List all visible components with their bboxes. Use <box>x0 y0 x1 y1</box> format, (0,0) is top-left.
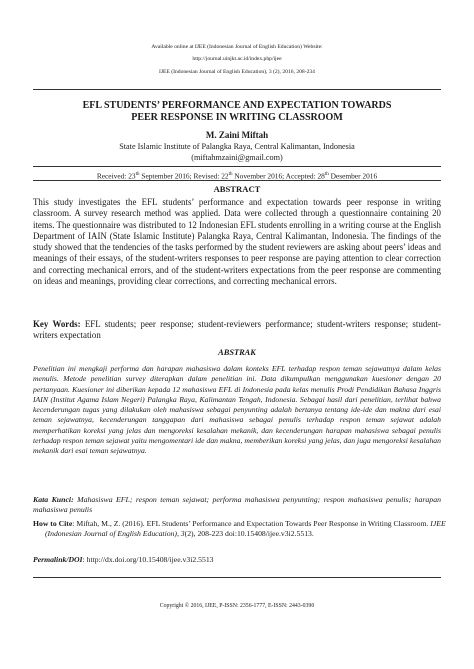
journal-availability-line: Available online at IJEE (Indonesian Journal of English Education) Website: <box>151 44 323 50</box>
permalink-doi <box>33 555 441 565</box>
article-title <box>30 100 444 124</box>
submission-dates: Received: 23th September 2016; Revised: 22th November 2016; Accepted: 28th Desember 2016 <box>96 171 378 181</box>
author-name: M. Zaini Miftah <box>205 130 269 140</box>
kata-kunci-text: Mahasiswa EFL; respon teman sejawat; performa mahasiswa penyunting; respon mahasiswa penulis; harapan mahasiswa penulis <box>33 495 441 515</box>
article-title-line-2: PEER RESPONSE IN WRITING CLASSROOM <box>131 112 343 123</box>
author-email[interactable]: (miftahmzaini@gmail.com) <box>191 153 283 162</box>
citation-divider <box>33 577 441 578</box>
journal-citation-line: IJEE (Indonesian Journal of English Education), 3 (2), 2016, 208-234 <box>159 69 315 75</box>
abstract-keywords <box>33 319 441 342</box>
abstrak-keywords <box>33 495 441 516</box>
keywords-label: Key Words: <box>33 319 81 329</box>
dates-top-divider <box>33 166 441 167</box>
abstract-heading: ABSTRACT <box>213 184 261 194</box>
abstract-body: This study investigates the EFL students’ performance and expectation towards peer response in writing classroom. A survey research method was applied. Data were collected through a questionnaire containing 20 items. The questionnaire was distributed to 12 Indonesian EFL students enrolling in a writing course at the English Department of IAIN (State Islamic Institute) Palangka Raya, Central Kalimantan, Indonesia. The findings of the study showed that the tendencies of the tasks performed by the student reviewers are asking about peers’ ideas and meanings of their essays, of the student-writers responses to peer response are paying attention to clear correction and correcting mechanical errors, and of the student-writers expectations from the peer response are commenting on ideas and meanings, providing clear corrections, and correcting mechanical errors. <box>33 197 441 287</box>
keywords-text: EFL students; peer response; student-reviewers performance; student-writers response; student-writers expectation <box>33 319 441 341</box>
header-divider <box>33 89 441 90</box>
article-title-line-1: EFL STUDENTS’ PERFORMANCE AND EXPECTATION TOWARDS <box>82 100 392 111</box>
journal-url[interactable]: http://journal.uinjkt.ac.id/index.php/ijee <box>192 56 282 62</box>
dates-bottom-divider <box>33 180 441 181</box>
permalink-label: Permalink/DOI <box>33 555 83 564</box>
copyright-footer: Copyright © 2016, IJEE, P-ISSN: 2356-1777, E-ISSN: 2443-0390 <box>159 603 315 609</box>
how-to-cite: How to Cite: Miftah, M., Z. (2016). EFL Students’ Performance and Expectation Towards Peer Response in Writing Classroom. IJEE (Indonesian Journal of English Education), 3(2), 208-223 doi:10.15408/ijee.v3i2.5513. <box>33 519 446 538</box>
permalink-link[interactable]: : http://dx.doi.org/10.15408/ijee.v3i2.5513 <box>82 555 214 564</box>
abstrak-body: Penelitian ini mengkaji performa dan harapan mahasiswa dalam konteks EFL terhadap respon teman sejawatnya dalam kelas menulis. Metode penelitian survey diterapkan dalam penelitian ini. Data dikumpulkan menggunakan kuesioner dengan 20 pertanyaan. Kuesioner ini diberikan kepada 12 mahasiswa EFL di Indonesia pada kelas menulis Prodi Pendidikan Bahasa Inggris IAIN (Institut Agama Islam Negeri) Palangka Raya, Kalimantan Tengah, Indonesia. Sebagai hasil dari penelitian, terlihat bahwa kecenderungan tugas yang dilakukan oleh mahasiswa sebagai penyunting adalah bertanya tentang ide-ide dan makna dari esai teman sejawatnya, kecenderungan tanggapan dari mahasiswa sebagai penulis terhadap respon teman sejawat adalah memperhatikan koreksi yang jelas dan mengoreksi kesalahan mekanik, dan kecenderungan harapan mahasiswa sebagai penulis terhadap respon teman sejawat yaitu mengomentari ide dan makna, memberikan koreksi yang jelas, dan juga mengoreksi kesalahan mekanik dari esai teman sejawatnya. <box>33 364 441 456</box>
abstrak-heading: ABSTRAK <box>218 348 256 357</box>
kata-kunci-label: Kata Kunci: <box>33 495 74 504</box>
how-to-cite-label: How to Cite <box>33 519 73 528</box>
author-affiliation: State Islamic Institute of Palangka Raya, Central Kalimantan, Indonesia <box>119 142 355 151</box>
